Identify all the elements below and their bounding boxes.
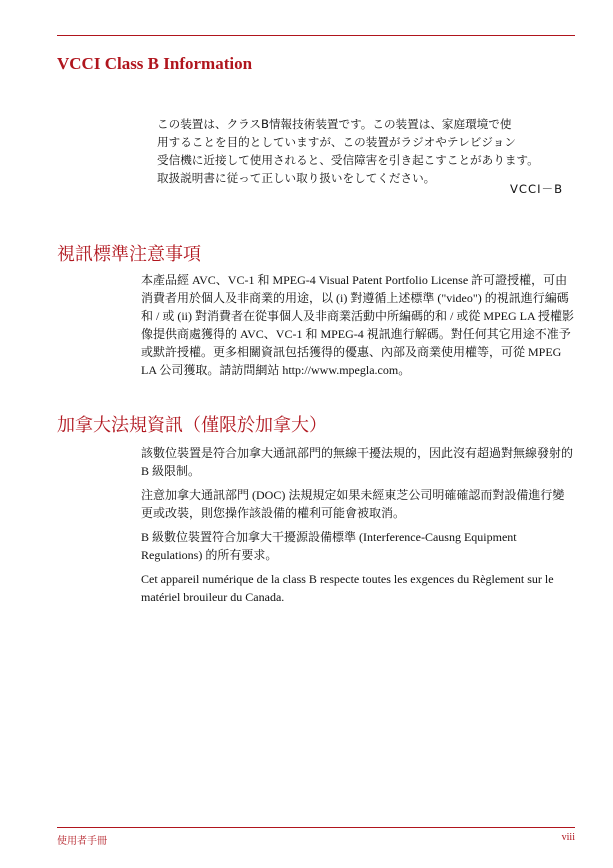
vcci-line: 用することを目的としていますが、この装置がラジオやテレビジョン bbox=[157, 135, 516, 149]
canada-paragraph: Cet appareil numérique de la class B respecte toutes les exgences du Règlement sur le matériel brouileur du Canada. bbox=[141, 572, 554, 604]
canada-regulation-body bbox=[141, 444, 575, 612]
footer-manual-title: 使用者手冊 bbox=[57, 836, 107, 847]
video-notice-body bbox=[141, 271, 575, 385]
vcci-section-title: VCCI Class B Information bbox=[57, 54, 253, 73]
video-notice-title: 視訊標準注意事項 bbox=[57, 244, 201, 265]
vcci-line: 受信機に近接して使用されると、受信障害を引き起こすことがあります。 bbox=[157, 153, 539, 167]
video-notice-paragraph: 本產品經 AVC、VC-1 和 MPEG-4 Visual Patent Portfolio License 許可證授權，可由消費者用於個人及非商業的用途，以 (i) 對遵循上述標準 ("video") 的視訊進行編碼和 / 或 (ii) 對消費者在從事個人及非商業活動中所編碼的和 / 或從 MPEG LA 授權影像提供商處獲得的 AVC、VC-1 和 MPEG-4 視訊進行解碼。對任何其它用途不准予或默許授權。更多相關資訊包括獲得的優惠、內部及商業使用權等，可從 MPEG LA 公司獲取。請訪問網站 http://www.mpegla.com。 bbox=[141, 273, 575, 377]
canada-regulation-title: 加拿大法規資訊（僅限於加拿大） bbox=[57, 415, 327, 436]
canada-paragraph: 該數位裝置是符合加拿大通訊部門的無線干擾法規的，因此沒有超過對無線發射的 B 級限制。 bbox=[141, 446, 574, 478]
canada-paragraph: 注意加拿大通訊部門 (DOC) 法規規定如果未經東芝公司明確確認而對設備進行變更或改裝，則您操作該設備的權利可能會被取消。 bbox=[141, 488, 565, 520]
footer-page-number: viii bbox=[561, 832, 575, 843]
header-rule bbox=[57, 35, 575, 36]
canada-paragraph: B 級數位裝置符合加拿大干擾源設備標準 (Interference-Causng Equipment Regulations) 的所有要求。 bbox=[141, 530, 517, 562]
vcci-japanese-notice bbox=[157, 115, 577, 187]
vcci-line: 取扱説明書に従って正しい取り扱いをしてください。 bbox=[157, 171, 436, 185]
vcci-class-mark: VCCI－B bbox=[510, 182, 564, 196]
footer-rule bbox=[57, 827, 575, 828]
vcci-line: この装置は、クラスB情報技術装置です。この装置は、家庭環境で使 bbox=[157, 117, 512, 131]
